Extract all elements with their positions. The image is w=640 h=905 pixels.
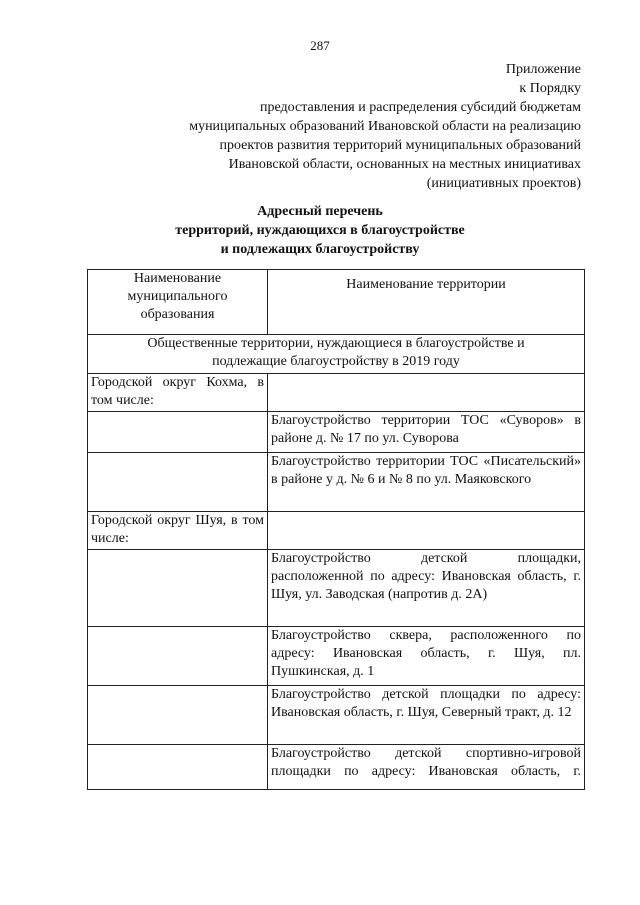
municipality-cell [88,412,268,453]
table-row [88,374,585,412]
appendix-line: Ивановской области, основанных на местных инициативах [228,157,581,172]
appendix-line: проектов развития территорий муниципальных образований [219,138,581,153]
appendix-line: Приложение [505,62,581,77]
appendix-header [189,60,581,193]
table-row [88,686,585,745]
territory-cell: Благоустройство детской спортивно-игровой площадки по адресу: Ивановская область, г. [268,745,585,790]
municipality-cell [88,745,268,790]
municipality-cell [88,550,268,627]
territory-cell [268,512,585,550]
territories-table [87,269,585,790]
page-number: 287 [310,38,330,53]
table-row [88,412,585,453]
section-row [88,335,585,374]
header-territory: Наименование территории [268,270,585,335]
title-line: и подлежащих благоустройству [220,242,420,257]
title-line: Адресный перечень [257,204,383,219]
header-municipality [88,270,268,335]
territory-cell [268,374,585,412]
appendix-line: муниципальных образований Ивановской области на реализацию [189,119,581,134]
territory-cell: Благоустройство детской площадки по адресу: Ивановская область, г. Шуя, Северный тракт, д. 12 [268,686,585,745]
municipality-cell: Городской округ Шуя, в том числе: [88,512,268,550]
territory-cell: Благоустройство территории ТОС «Суворов» в районе д. № 17 по ул. Суворова [268,412,585,453]
appendix-line: к Порядку [519,81,581,96]
territory-cell: Благоустройство детской площадки, расположенной по адресу: Ивановская область, г. Шуя, ул. Заводская (напротив д. 2А) [268,550,585,627]
table-row [88,512,585,550]
table-row [88,453,585,512]
territory-cell: Благоустройство территории ТОС «Писательский» в районе у д. № 6 и № 8 по ул. Маяковского [268,453,585,512]
table-row [88,550,585,627]
table-row [88,627,585,686]
municipality-cell [88,686,268,745]
table-header-row [88,270,585,335]
municipality-cell [88,453,268,512]
section-title [88,335,585,374]
appendix-line: (инициативных проектов) [426,176,581,191]
section-title-text: Общественные территории, нуждающиеся в благоустройстве и подлежащие благоустройству в 2019 году [147,336,525,369]
municipality-cell [88,627,268,686]
header-municipality-text: Наименование муниципального образования [127,271,228,322]
document-title [0,202,640,259]
territory-cell: Благоустройство сквера, расположенного по адресу: Ивановская область, г. Шуя, пл. Пушкинская, д. 1 [268,627,585,686]
table-row [88,745,585,790]
municipality-cell: Городской округ Кохма, в том числе: [88,374,268,412]
appendix-line: предоставления и распределения субсидий бюджетам [259,100,581,115]
title-line: территорий, нуждающихся в благоустройстве [175,223,465,238]
